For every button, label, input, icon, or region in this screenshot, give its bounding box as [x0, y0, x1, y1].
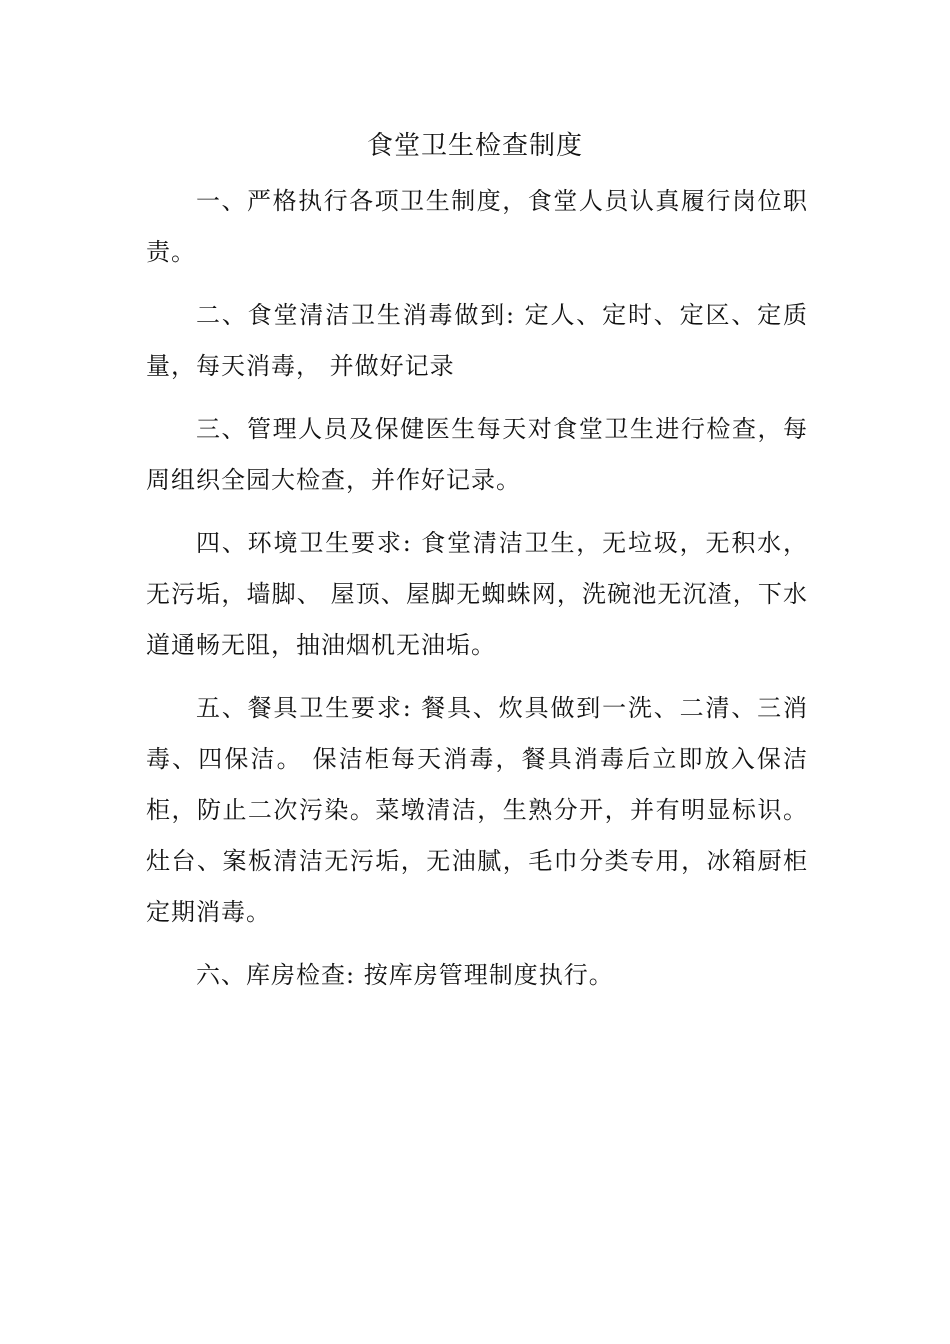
paragraph-2: 二、食堂清洁卫生消毒做到: 定人、定时、定区、定质量，每天消毒， 并做好记录 [146, 301, 808, 380]
paragraph-5: 五、餐具卫生要求: 餐具、炊具做到一洗、二清、三消毒、四保洁。 保洁柜每天消毒，餐具消毒后立即放入保洁柜，防止二次污染。菜墩清洁，生熟分开，并有明显标识。灶台、案板清洁无污垢，无油腻，毛巾分类专用，冰箱厨柜定期消毒。 [146, 694, 808, 926]
document-title: 食堂卫生检查制度 [366, 131, 583, 161]
paragraph-6: 六、库房检查: 按库房管理制度执行。 [196, 961, 614, 989]
paragraph-4: 四、环境卫生要求: 食堂清洁卫生，无垃圾，无积水，无污垢，墙脚、 屋顶、屋脚无蜘蛛网，洗碗池无沉渣，下水道通畅无阻，抽油烟机无油垢。 [146, 529, 808, 659]
paragraph-1: 一、严格执行各项卫生制度，食堂人员认真履行岗位职责。 [146, 187, 808, 266]
document-body [146, 176, 808, 1013]
paragraph-3: 三、管理人员及保健医生每天对食堂卫生进行检查，每周组织全园大检查，并作好记录。 [146, 415, 808, 494]
